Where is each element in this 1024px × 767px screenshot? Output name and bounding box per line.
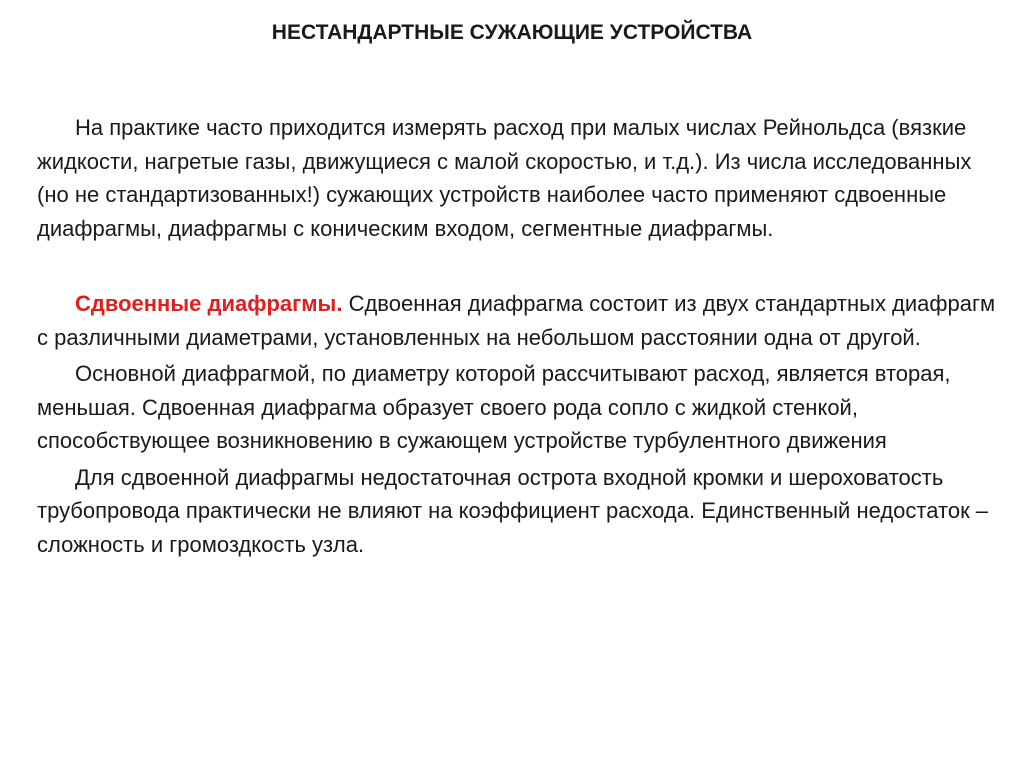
paragraph-intro: На практике часто приходится измерять расход при малых числах Рейнольдса (вязкие жидкости, нагретые газы, движущиеся с малой скоростью, и т.д.). Из числа исследованных (но не стандартизованных!) сужающих устройств наиболее часто применяют сдвоенные диафрагмы, диафрагмы с коническим входом, сегментные диафрагмы.: [37, 115, 972, 241]
paragraph-advantages: Для сдвоенной диафрагмы недостаточная острота входной кромки и шероховатость трубопровода практически не влияют на коэффициент расхода. Единственный недостаток – сложность и громоздкость узла.: [37, 464, 989, 557]
paragraph-double-diaphragm-text: Сдвоенная диафрагма состоит из двух стандартных диафрагм с различными диаметрами, установленных на небольшом расстоянии одна от другой.: [37, 291, 996, 350]
slide-body: [37, 111, 1009, 561]
paragraph-spacer: [37, 245, 1009, 287]
paragraph-main-diaphragm: Основной диафрагмой, по диаметру которой рассчитывают расход, является вторая, меньшая. Сдвоенная диафрагма образует своего рода сопло с жидкой стенкой, способствующее возникновению в сужающем устройстве турбулентного движения: [37, 361, 951, 453]
paragraph-double-diaphragm: [37, 287, 1009, 354]
term-double-diaphragms: Сдвоенные диафрагмы.: [75, 291, 343, 316]
slide-title: НЕСТАНДАРТНЫЕ СУЖАЮЩИЕ УСТРОЙСТВА: [271, 21, 753, 44]
